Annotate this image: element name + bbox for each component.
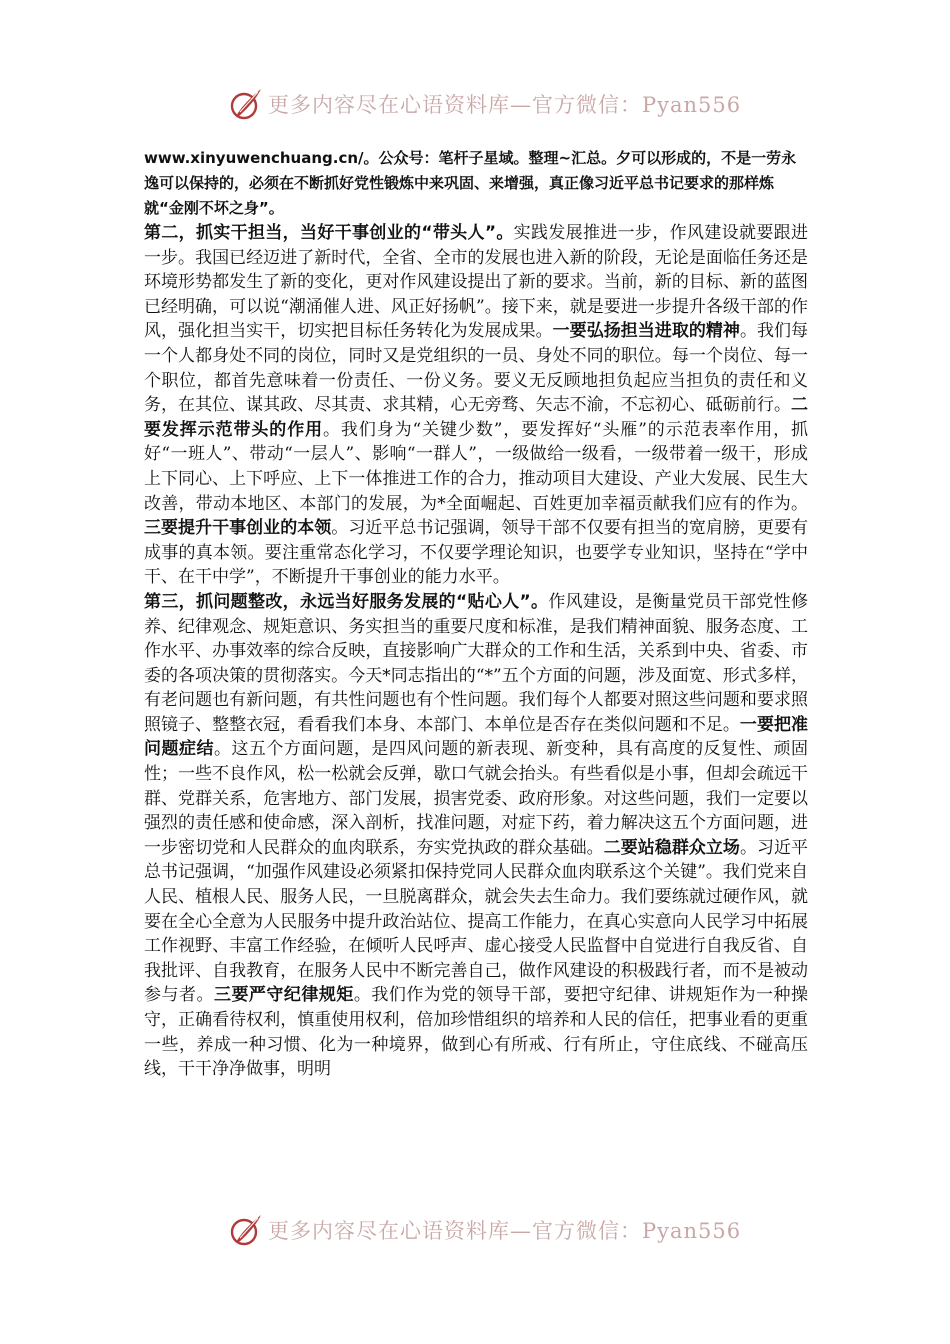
section-two-point-two-label: 二要发挥示范带头的作用 [144,395,808,440]
header-watermark [228,84,741,124]
section-two-point-three-label: 三要提升干事创业的本领 [144,518,332,539]
pen-quill-logo-icon [228,86,264,122]
section-three-point-two-text: 。习近平总书记强调，“加强作风建设必须紧扣保持党同人民群众血肉联系这个关键”。我们党来自人民、植根人民、服务人民，一旦脱离群众，就会失去生命力。我们要练就过硬作风，就要在全心全意为人民服务中提升政治站位、提高工作能力，在真心实意向人民学习中拓展工作视野、丰富工作经验，在倾听人民呼声、虚心接受人民监督中自觉进行自我反省、自我批评、自我教育，在服务人民中不断完善自己，做作风建设的积极践行者，而不是被动参与者。 [144,837,809,1006]
section-two-heading: 第二，抓实干担当，当好干事创业的“带头人”。 [144,223,514,243]
section-three-paragraph [144,590,808,1082]
article-body [144,146,808,1082]
section-three-text: 作风建设，是衡量党员干部党性修养、纪律观念、规矩意识、务实担当的重要尺度和标准，是我们精神面貌、服务态度、工作水平、办事效率的综合反映，直接影响广大群众的工作和生活，关系到中央、省委、市委的各项决策的贯彻落实。今天*同志指出的“*”五个方面的问题，涉及面宽、形式多样，有老问题也有新问题，有共性问题也有个性问题。我们每个人都要对照这些问题和要求照照镜子、整整衣冠，看看我们本身、本部门、本单位是否存在类似问题和不足。 [144,591,808,735]
watermark-text: 更多内容尽在心语资料库—官方微信：Pyan556 [268,93,742,117]
section-two-point-one-label: 一要弘扬担当进取的精神 [552,321,740,342]
section-three-heading: 第三，抓问题整改，永远当好服务发展的“贴心人”。 [144,591,549,612]
footer-watermark [228,1210,741,1250]
section-two-point-two-text: 。我们身为“关键少数”，要发挥好“头雁”的示范表率作用，抓好“一班人”、带动“一层人”、影响“一群人”，一级做给一级看，一级带着一级干，形成上下同心、上下呼应、上下一体推进工作的合力，推动项目大建设、产业大发展、民生大改善，带动本地区、本部门的发展，为*全面崛起、百姓更加幸福贡献我们应有的作为。 [144,419,809,514]
section-three-point-three-label: 三要严守纪律规矩 [213,985,354,1006]
section-three-point-one-text: 。这五个方面问题，是四风问题的新表现、新变种，具有高度的反复性、顽固性；一些不良作风，松一松就会反弹，歇口气就会抬头。有些看似是小事，但却会疏远干群、党群关系，危害地方、部门发展，损害党委、政府形象。对这些问题，我们一定要以强烈的责任感和使命感，深入剖析，找准问题，对症下药，着力解决这五个方面问题，进一步密切党和人民群众的血肉联系，夯实党执政的群众基础。 [144,739,809,858]
section-two-point-three-text: 。习近平总书记强调，领导干部不仅要有担当的宽肩膀，更要有成事的真本领。要注重常态化学习，不仅要学理论知识，也要学专业知识，坚持在“学中干、在干中学”，不断提升干事创业的能力水平。 [144,518,809,588]
watermark-text: 更多内容尽在心语资料库—官方微信：Pyan556 [268,1219,742,1243]
pen-quill-logo-icon [228,1212,264,1248]
section-two-paragraph [144,221,808,590]
section-three-point-two-label: 二要站稳群众立场 [603,837,740,858]
section-two-text: 实践发展推进一步，作风建设就要跟进一步。我国已经迈进了新时代，全省、全市的发展也进入新的阶段，无论是面临任务还是环境形势都发生了新的变化，更对作风建设提出了新的要求。当前，新的目标、新的蓝图已经明确，可以说“潮涌催人进、风正好扬帆”。接下来，就是要进一步提升各级干部的作风，强化担当实干，切实把目标任务转化为发展成果。 [144,223,808,342]
section-two-point-one-text: 。我们每一个人都身处不同的岗位，同时又是党组织的一员、身处不同的职位。每一个岗位、每一个职位，都首先意味着一份责任、一份义务。要义无反顾地担负起应当担负的责任和义务，在其位、谋其政、尽其责、求其精，心无旁骛、矢志不渝，不忘初心、砥砺前行。 [144,321,809,416]
section-three-point-one-label: 一要把准问题症结 [144,714,809,760]
intro-paragraph: www.xinyuwenchuang.cn/。公众号：笔杆子星域。整理~汇总。夕可以形成的，不是一劳永逸可以保持的，必须在不断抓好党性锻炼中来巩固、来增强，真正像习近平总书记要求的那样炼就“金刚不坏之身”。 [144,149,797,217]
section-three-point-three-text: 。我们作为党的领导干部，要把守纪律、讲规矩作为一种操守，正确看待权利，慎重使用权利，倍加珍惜组织的培养和人民的信任，把事业看的更重一些，养成一种习惯、化为一种境界，做到心有所戒、行有所止，守住底线、不碰高压线，干干净净做事，明明 [144,985,809,1080]
